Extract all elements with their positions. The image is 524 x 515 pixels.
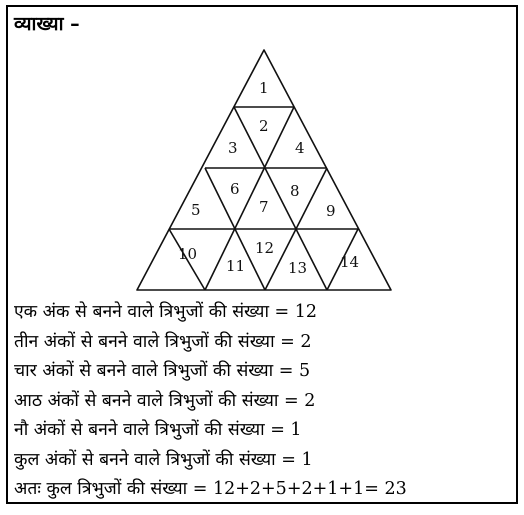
region-label: 1 [259, 79, 269, 97]
count-line: चार अंकों से बनने वाले त्रिभुजों की संख्या = 5 [14, 361, 311, 381]
count-line: तीन अंकों से बनने वाले त्रिभुजों की संख्या = 2 [14, 331, 312, 352]
count-list [14, 298, 514, 505]
region-label: 11 [226, 257, 246, 275]
region-label: 5 [191, 201, 201, 219]
count-line: नौ अंकों से बनने वाले त्रिभुजों की संख्या = 1 [14, 420, 302, 440]
explanation-heading: व्याख्या – [14, 13, 80, 35]
region-label: 2 [259, 117, 269, 135]
region-label: 4 [295, 139, 305, 157]
total-line: अतः कुल त्रिभुजों की संख्या = 12+2+5+2+1+1= 23 [14, 479, 407, 499]
region-label: 6 [230, 180, 240, 198]
region-label: 12 [255, 239, 275, 257]
region-label: 13 [288, 259, 308, 277]
region-label: 3 [228, 139, 238, 157]
count-line: आठ अंकों से बनने वाले त्रिभुजों की संख्या = 2 [14, 390, 316, 411]
region-label: 14 [340, 253, 360, 271]
region-label: 7 [259, 198, 269, 216]
count-line: एक अंक से बनने वाले त्रिभुजों की संख्या = 12 [14, 302, 318, 322]
region-label: 10 [178, 245, 198, 263]
region-label: 8 [290, 182, 300, 200]
count-line: कुल अंकों से बनने वाले त्रिभुजों की संख्या = 1 [14, 449, 313, 470]
region-label: 9 [326, 202, 336, 220]
